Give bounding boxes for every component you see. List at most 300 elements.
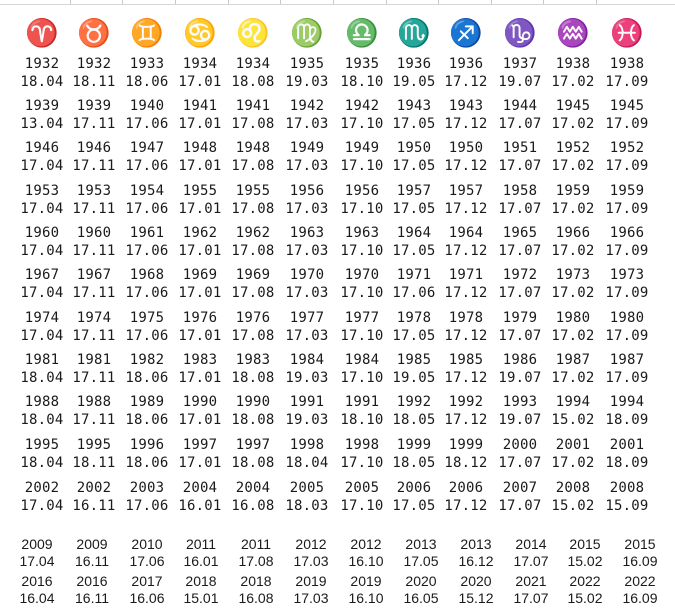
year-cell: 2006 bbox=[448, 480, 484, 496]
year-cell: 1969 bbox=[182, 267, 218, 283]
date-cell: 17.01 bbox=[178, 455, 222, 471]
date-cell: 17.02 bbox=[551, 328, 595, 344]
year-cell: 1970 bbox=[344, 267, 380, 283]
date-cell: 17.11 bbox=[72, 412, 116, 428]
date-cell: 18.05 bbox=[392, 455, 436, 471]
date-cell: 19.05 bbox=[392, 74, 436, 90]
date-cell: 17.06 bbox=[125, 328, 169, 344]
year-cell: 1957 bbox=[448, 183, 484, 199]
date-cell: 19.07 bbox=[498, 412, 542, 428]
year-cell: 1994 bbox=[555, 394, 591, 410]
date-cell: 17.09 bbox=[605, 370, 649, 386]
date-cell: 18.09 bbox=[605, 412, 649, 428]
year-cell: 2010 bbox=[131, 536, 163, 552]
year-cell: 1969 bbox=[235, 267, 271, 283]
date-cell: 17.11 bbox=[72, 285, 116, 301]
year-cell: 1934 bbox=[182, 56, 218, 72]
date-cell: 17.07 bbox=[513, 553, 549, 569]
date-cell: 16.11 bbox=[75, 590, 109, 606]
date-cell: 18.03 bbox=[285, 498, 329, 514]
year-cell: 2014 bbox=[515, 536, 547, 552]
year-cell: 1948 bbox=[235, 140, 271, 156]
year-cell: 1968 bbox=[129, 267, 165, 283]
year-cell: 1939 bbox=[24, 98, 60, 114]
date-cell: 17.03 bbox=[285, 201, 329, 217]
date-cell: 17.03 bbox=[285, 328, 329, 344]
year-cell: 1966 bbox=[555, 225, 591, 241]
year-cell: 1985 bbox=[448, 352, 484, 368]
year-cell: 1941 bbox=[182, 98, 218, 114]
year-cell: 2002 bbox=[76, 480, 112, 496]
year-cell: 1936 bbox=[396, 56, 432, 72]
year-cell: 1964 bbox=[448, 225, 484, 241]
year-cell: 1963 bbox=[344, 225, 380, 241]
date-cell: 18.06 bbox=[125, 412, 169, 428]
year-cell: 2012 bbox=[350, 536, 382, 552]
year-cell: 1934 bbox=[235, 56, 271, 72]
date-cell: 16.08 bbox=[231, 498, 275, 514]
date-cell: 18.06 bbox=[125, 370, 169, 386]
date-cell: 18.10 bbox=[340, 74, 384, 90]
date-cell: 16.09 bbox=[622, 590, 658, 606]
date-cell: 17.08 bbox=[231, 201, 275, 217]
date-cell: 16.11 bbox=[72, 498, 116, 514]
date-cell: 18.04 bbox=[20, 455, 64, 471]
date-cell: 18.08 bbox=[231, 455, 275, 471]
date-cell: 17.07 bbox=[498, 116, 542, 132]
date-cell: 17.09 bbox=[605, 328, 649, 344]
date-cell: 17.05 bbox=[392, 243, 436, 259]
date-cell: 16.09 bbox=[622, 553, 658, 569]
date-cell: 17.01 bbox=[178, 285, 222, 301]
year-cell: 2009 bbox=[21, 536, 53, 552]
year-cell: 1960 bbox=[76, 225, 112, 241]
year-cell: 1993 bbox=[502, 394, 538, 410]
year-cell: 1979 bbox=[502, 310, 538, 326]
date-cell: 15.01 bbox=[183, 590, 219, 606]
date-cell: 17.05 bbox=[392, 116, 436, 132]
year-cell: 1986 bbox=[502, 352, 538, 368]
date-cell: 17.09 bbox=[605, 74, 649, 90]
year-cell: 1984 bbox=[344, 352, 380, 368]
taurus-icon: ♉ bbox=[77, 18, 111, 49]
year-cell: 1990 bbox=[182, 394, 218, 410]
date-cell: 17.02 bbox=[551, 158, 595, 174]
year-cell: 1939 bbox=[76, 98, 112, 114]
year-cell: 1955 bbox=[182, 183, 218, 199]
year-cell: 1971 bbox=[396, 267, 432, 283]
year-cell: 1989 bbox=[129, 394, 165, 410]
year-cell: 1963 bbox=[289, 225, 325, 241]
year-cell: 1945 bbox=[555, 98, 591, 114]
date-cell: 17.10 bbox=[340, 116, 384, 132]
date-cell: 17.08 bbox=[231, 285, 275, 301]
date-cell: 15.09 bbox=[605, 498, 649, 514]
date-cell: 17.12 bbox=[444, 328, 488, 344]
date-cell: 17.02 bbox=[551, 285, 595, 301]
year-cell: 1974 bbox=[24, 310, 60, 326]
date-cell: 17.03 bbox=[285, 285, 329, 301]
year-cell: 1958 bbox=[502, 183, 538, 199]
sagittarius-icon: ♐ bbox=[449, 18, 483, 49]
pisces-icon: ♓ bbox=[610, 18, 644, 49]
date-cell: 17.11 bbox=[72, 370, 116, 386]
libra-icon: ♎ bbox=[345, 18, 379, 49]
year-cell: 1994 bbox=[609, 394, 645, 410]
date-cell: 17.03 bbox=[285, 243, 329, 259]
date-cell: 17.10 bbox=[340, 328, 384, 344]
date-cell: 17.08 bbox=[231, 328, 275, 344]
date-cell: 17.05 bbox=[392, 328, 436, 344]
date-cell: 18.12 bbox=[444, 455, 488, 471]
year-cell: 1973 bbox=[555, 267, 591, 283]
date-cell: 17.07 bbox=[498, 498, 542, 514]
date-cell: 16.01 bbox=[178, 498, 222, 514]
date-cell: 17.11 bbox=[72, 328, 116, 344]
date-cell: 19.03 bbox=[285, 412, 329, 428]
year-cell: 1991 bbox=[289, 394, 325, 410]
year-cell: 1948 bbox=[182, 140, 218, 156]
year-cell: 1996 bbox=[129, 437, 165, 453]
scorpio-icon: ♏ bbox=[397, 18, 431, 49]
year-cell: 1983 bbox=[182, 352, 218, 368]
date-cell: 17.08 bbox=[238, 553, 274, 569]
date-cell: 17.04 bbox=[20, 243, 64, 259]
year-cell: 2016 bbox=[21, 573, 53, 589]
date-cell: 17.12 bbox=[444, 74, 488, 90]
date-cell: 19.07 bbox=[498, 74, 542, 90]
year-cell: 1992 bbox=[448, 394, 484, 410]
date-cell: 17.10 bbox=[340, 201, 384, 217]
date-cell: 17.12 bbox=[444, 201, 488, 217]
year-cell: 2008 bbox=[555, 480, 591, 496]
year-cell: 2003 bbox=[129, 480, 165, 496]
year-cell: 2012 bbox=[295, 536, 327, 552]
year-cell: 1990 bbox=[235, 394, 271, 410]
year-cell: 1987 bbox=[555, 352, 591, 368]
date-cell: 17.01 bbox=[178, 158, 222, 174]
year-cell: 1972 bbox=[502, 267, 538, 283]
date-cell: 15.02 bbox=[551, 412, 595, 428]
gemini-icon: ♊ bbox=[130, 18, 164, 49]
year-cell: 1988 bbox=[24, 394, 60, 410]
date-cell: 17.03 bbox=[285, 116, 329, 132]
year-cell: 1992 bbox=[396, 394, 432, 410]
year-cell: 1953 bbox=[24, 183, 60, 199]
date-cell: 17.12 bbox=[444, 158, 488, 174]
date-cell: 19.05 bbox=[392, 370, 436, 386]
year-cell: 1976 bbox=[235, 310, 271, 326]
date-cell: 17.06 bbox=[392, 285, 436, 301]
date-cell: 17.07 bbox=[498, 243, 542, 259]
year-cell: 2013 bbox=[405, 536, 437, 552]
date-cell: 17.12 bbox=[444, 116, 488, 132]
year-cell: 1942 bbox=[289, 98, 325, 114]
date-cell: 18.11 bbox=[72, 74, 116, 90]
date-cell: 15.02 bbox=[567, 590, 603, 606]
date-cell: 17.06 bbox=[125, 116, 169, 132]
date-cell: 16.10 bbox=[348, 590, 384, 606]
date-cell: 17.02 bbox=[551, 243, 595, 259]
date-cell: 17.11 bbox=[72, 201, 116, 217]
date-cell: 17.04 bbox=[19, 553, 55, 569]
year-cell: 1982 bbox=[129, 352, 165, 368]
date-cell: 17.10 bbox=[340, 243, 384, 259]
year-cell: 2017 bbox=[131, 573, 163, 589]
date-cell: 17.10 bbox=[340, 370, 384, 386]
year-cell: 1941 bbox=[235, 98, 271, 114]
year-cell: 1959 bbox=[555, 183, 591, 199]
date-cell: 16.01 bbox=[183, 553, 219, 569]
date-cell: 17.11 bbox=[72, 243, 116, 259]
date-cell: 17.09 bbox=[605, 285, 649, 301]
date-cell: 17.01 bbox=[178, 201, 222, 217]
year-cell: 1956 bbox=[289, 183, 325, 199]
date-cell: 17.10 bbox=[340, 455, 384, 471]
date-cell: 17.07 bbox=[498, 328, 542, 344]
year-cell: 1999 bbox=[448, 437, 484, 453]
date-cell: 17.12 bbox=[444, 370, 488, 386]
year-cell: 1944 bbox=[502, 98, 538, 114]
year-cell: 2008 bbox=[609, 480, 645, 496]
date-cell: 17.12 bbox=[444, 243, 488, 259]
date-cell: 16.10 bbox=[348, 553, 384, 569]
year-cell: 2007 bbox=[502, 480, 538, 496]
date-cell: 17.07 bbox=[513, 590, 549, 606]
date-cell: 19.03 bbox=[285, 370, 329, 386]
date-cell: 17.01 bbox=[178, 74, 222, 90]
year-cell: 1971 bbox=[448, 267, 484, 283]
year-cell: 1956 bbox=[344, 183, 380, 199]
date-cell: 17.07 bbox=[498, 158, 542, 174]
date-cell: 18.10 bbox=[340, 412, 384, 428]
year-cell: 1966 bbox=[609, 225, 645, 241]
year-cell: 1997 bbox=[182, 437, 218, 453]
date-cell: 17.10 bbox=[340, 285, 384, 301]
year-cell: 2009 bbox=[76, 536, 108, 552]
year-cell: 1945 bbox=[609, 98, 645, 114]
date-cell: 17.03 bbox=[293, 553, 329, 569]
year-cell: 1998 bbox=[344, 437, 380, 453]
year-cell: 1932 bbox=[76, 56, 112, 72]
date-cell: 17.01 bbox=[178, 116, 222, 132]
year-cell: 2000 bbox=[502, 437, 538, 453]
year-cell: 1977 bbox=[344, 310, 380, 326]
year-cell: 1976 bbox=[182, 310, 218, 326]
date-cell: 18.04 bbox=[20, 412, 64, 428]
date-cell: 17.06 bbox=[125, 243, 169, 259]
year-cell: 1974 bbox=[76, 310, 112, 326]
year-cell: 1937 bbox=[502, 56, 538, 72]
date-cell: 17.02 bbox=[551, 455, 595, 471]
year-cell: 2002 bbox=[24, 480, 60, 496]
year-cell: 1967 bbox=[76, 267, 112, 283]
aries-icon: ♈ bbox=[25, 18, 59, 49]
date-cell: 17.07 bbox=[498, 201, 542, 217]
date-cell: 13.04 bbox=[20, 116, 64, 132]
year-cell: 1962 bbox=[182, 225, 218, 241]
date-cell: 18.04 bbox=[20, 74, 64, 90]
date-cell: 16.12 bbox=[458, 553, 494, 569]
year-cell: 2016 bbox=[76, 573, 108, 589]
year-cell: 2013 bbox=[460, 536, 492, 552]
year-cell: 1943 bbox=[448, 98, 484, 114]
date-cell: 17.04 bbox=[20, 328, 64, 344]
year-cell: 1998 bbox=[289, 437, 325, 453]
date-cell: 17.01 bbox=[178, 370, 222, 386]
year-cell: 1987 bbox=[609, 352, 645, 368]
date-cell: 16.04 bbox=[19, 590, 55, 606]
date-cell: 17.03 bbox=[285, 158, 329, 174]
date-cell: 17.08 bbox=[231, 243, 275, 259]
year-cell: 1938 bbox=[609, 56, 645, 72]
year-cell: 1932 bbox=[24, 56, 60, 72]
date-cell: 17.07 bbox=[498, 285, 542, 301]
year-cell: 1970 bbox=[289, 267, 325, 283]
date-cell: 17.06 bbox=[129, 553, 165, 569]
date-cell: 17.10 bbox=[340, 158, 384, 174]
date-cell: 17.11 bbox=[72, 116, 116, 132]
date-cell: 17.12 bbox=[444, 412, 488, 428]
year-cell: 1950 bbox=[448, 140, 484, 156]
year-cell: 1981 bbox=[76, 352, 112, 368]
date-cell: 16.06 bbox=[129, 590, 165, 606]
date-cell: 17.12 bbox=[444, 285, 488, 301]
date-cell: 18.08 bbox=[231, 370, 275, 386]
date-cell: 17.07 bbox=[498, 455, 542, 471]
date-cell: 17.04 bbox=[20, 285, 64, 301]
date-cell: 17.05 bbox=[392, 201, 436, 217]
year-cell: 1946 bbox=[76, 140, 112, 156]
year-cell: 1965 bbox=[502, 225, 538, 241]
year-cell: 1991 bbox=[344, 394, 380, 410]
date-cell: 17.09 bbox=[605, 116, 649, 132]
date-cell: 15.02 bbox=[551, 498, 595, 514]
year-cell: 2022 bbox=[624, 573, 656, 589]
date-cell: 17.02 bbox=[551, 201, 595, 217]
year-cell: 1961 bbox=[129, 225, 165, 241]
year-cell: 1960 bbox=[24, 225, 60, 241]
year-cell: 1967 bbox=[24, 267, 60, 283]
year-cell: 2019 bbox=[350, 573, 382, 589]
year-cell: 1950 bbox=[396, 140, 432, 156]
year-cell: 1995 bbox=[76, 437, 112, 453]
year-cell: 1946 bbox=[24, 140, 60, 156]
date-cell: 17.01 bbox=[178, 412, 222, 428]
date-cell: 18.08 bbox=[231, 74, 275, 90]
date-cell: 15.12 bbox=[458, 590, 494, 606]
year-cell: 1952 bbox=[555, 140, 591, 156]
date-cell: 17.09 bbox=[605, 243, 649, 259]
year-cell: 1977 bbox=[289, 310, 325, 326]
date-cell: 18.04 bbox=[285, 455, 329, 471]
year-cell: 1935 bbox=[344, 56, 380, 72]
date-cell: 17.06 bbox=[125, 285, 169, 301]
date-cell: 17.04 bbox=[20, 158, 64, 174]
year-cell: 1955 bbox=[235, 183, 271, 199]
date-cell: 17.10 bbox=[340, 498, 384, 514]
date-cell: 16.05 bbox=[403, 590, 439, 606]
year-cell: 2020 bbox=[460, 573, 492, 589]
year-cell: 2011 bbox=[240, 536, 272, 552]
year-cell: 1999 bbox=[396, 437, 432, 453]
date-cell: 18.05 bbox=[392, 412, 436, 428]
year-cell: 1981 bbox=[24, 352, 60, 368]
date-cell: 17.05 bbox=[392, 498, 436, 514]
virgo-icon: ♍ bbox=[290, 18, 324, 49]
year-cell: 2015 bbox=[569, 536, 601, 552]
date-cell: 17.08 bbox=[231, 158, 275, 174]
date-cell: 18.06 bbox=[125, 74, 169, 90]
year-cell: 2011 bbox=[185, 536, 217, 552]
date-cell: 19.07 bbox=[498, 370, 542, 386]
date-cell: 17.01 bbox=[178, 328, 222, 344]
year-cell: 1959 bbox=[609, 183, 645, 199]
date-cell: 18.06 bbox=[125, 455, 169, 471]
date-cell: 15.02 bbox=[567, 553, 603, 569]
date-cell: 17.09 bbox=[605, 158, 649, 174]
date-cell: 18.08 bbox=[231, 412, 275, 428]
year-cell: 1938 bbox=[555, 56, 591, 72]
date-cell: 17.04 bbox=[20, 201, 64, 217]
year-cell: 1943 bbox=[396, 98, 432, 114]
year-cell: 2019 bbox=[295, 573, 327, 589]
date-cell: 17.01 bbox=[178, 243, 222, 259]
date-cell: 17.06 bbox=[125, 158, 169, 174]
date-cell: 17.09 bbox=[605, 201, 649, 217]
year-cell: 1942 bbox=[344, 98, 380, 114]
year-cell: 1997 bbox=[235, 437, 271, 453]
date-cell: 18.09 bbox=[605, 455, 649, 471]
year-cell: 1954 bbox=[129, 183, 165, 199]
year-cell: 2018 bbox=[240, 573, 272, 589]
date-cell: 16.08 bbox=[238, 590, 274, 606]
leo-icon: ♌ bbox=[236, 18, 270, 49]
year-cell: 2004 bbox=[182, 480, 218, 496]
year-cell: 1949 bbox=[289, 140, 325, 156]
year-cell: 1951 bbox=[502, 140, 538, 156]
date-cell: 17.04 bbox=[20, 498, 64, 514]
year-cell: 1980 bbox=[609, 310, 645, 326]
year-cell: 2018 bbox=[185, 573, 217, 589]
year-cell: 2022 bbox=[569, 573, 601, 589]
year-cell: 1984 bbox=[289, 352, 325, 368]
date-cell: 19.03 bbox=[285, 74, 329, 90]
date-cell: 18.11 bbox=[72, 455, 116, 471]
year-cell: 1933 bbox=[129, 56, 165, 72]
year-cell: 1964 bbox=[396, 225, 432, 241]
year-cell: 1978 bbox=[448, 310, 484, 326]
date-cell: 17.12 bbox=[444, 498, 488, 514]
aquarius-icon: ♒ bbox=[556, 18, 590, 49]
date-cell: 17.06 bbox=[125, 201, 169, 217]
year-cell: 2021 bbox=[515, 573, 547, 589]
year-cell: 2005 bbox=[344, 480, 380, 496]
year-cell: 1952 bbox=[609, 140, 645, 156]
year-cell: 1935 bbox=[289, 56, 325, 72]
year-cell: 2001 bbox=[609, 437, 645, 453]
year-cell: 1949 bbox=[344, 140, 380, 156]
date-cell: 17.03 bbox=[293, 590, 329, 606]
year-cell: 1953 bbox=[76, 183, 112, 199]
year-cell: 2004 bbox=[235, 480, 271, 496]
year-cell: 1947 bbox=[129, 140, 165, 156]
year-cell: 2006 bbox=[396, 480, 432, 496]
capricorn-icon: ♑ bbox=[503, 18, 537, 49]
year-cell: 1978 bbox=[396, 310, 432, 326]
year-cell: 1936 bbox=[448, 56, 484, 72]
date-cell: 17.06 bbox=[125, 498, 169, 514]
